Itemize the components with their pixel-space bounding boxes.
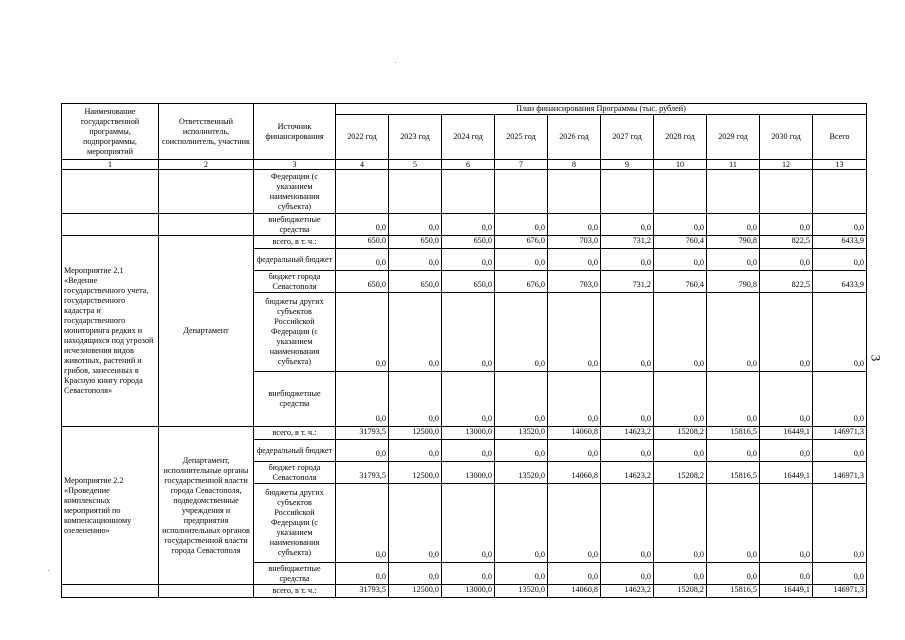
value-cell: 0,0 <box>813 293 867 372</box>
value-cell: 0,0 <box>601 249 654 271</box>
year-header: Всего <box>813 115 867 160</box>
value-cell: 790,8 <box>707 271 760 293</box>
value-cell: 15208,2 <box>654 585 707 598</box>
value-cell: 650,0 <box>336 271 389 293</box>
page-number: 3 <box>868 354 884 362</box>
value-cell: 14623,2 <box>601 462 654 484</box>
value-cell-empty <box>495 170 548 214</box>
value-cell: 146971,3 <box>813 427 867 440</box>
value-cell: 0,0 <box>813 440 867 462</box>
year-header: 2023 год <box>389 115 442 160</box>
value-cell: 146971,3 <box>813 462 867 484</box>
value-cell: 0,0 <box>548 293 601 372</box>
header-name-column: Наименование государственной программы, подпрограммы, мероприятий <box>62 104 159 160</box>
source-label: всего, в т. ч.: <box>254 427 336 440</box>
source-label: внебюджетные средства <box>254 372 336 427</box>
column-index: 4 <box>336 160 389 170</box>
scan-speck <box>48 570 49 571</box>
value-cell: 760,4 <box>654 271 707 293</box>
value-cell: 0,0 <box>760 563 813 585</box>
measure-2-1-name: Мероприятие 2.1 «Ведение государственного учета, государственного кадастра и государственного мониторинга редких и находящихся под угрозой исчезновения видов животных, растений и грибов, занесенных в Красную книгу города Севастополя» <box>62 236 159 427</box>
value-cell: 650,0 <box>336 236 389 249</box>
column-index: 6 <box>442 160 495 170</box>
value-cell: 13000,0 <box>442 427 495 440</box>
year-header: 2026 год <box>548 115 601 160</box>
value-cell: 14060,8 <box>548 427 601 440</box>
column-index: 3 <box>254 160 336 170</box>
year-header: 2030 год <box>760 115 813 160</box>
value-cell: 0,0 <box>707 563 760 585</box>
value-cell: 15208,2 <box>654 427 707 440</box>
value-cell: 15208,2 <box>654 462 707 484</box>
source-label: всего, в т. ч.: <box>254 236 336 249</box>
column-index: 8 <box>548 160 601 170</box>
value-cell-empty <box>389 170 442 214</box>
column-index: 11 <box>707 160 760 170</box>
value-cell: 650,0 <box>389 236 442 249</box>
value-cell: 0,0 <box>760 372 813 427</box>
measure-2-2-name: Мероприятие 2.2 «Проведение комплексных мероприятий по компенсационному озеленению» <box>62 427 159 585</box>
year-header: 2024 год <box>442 115 495 160</box>
source-label: федеральный бюджет <box>254 249 336 271</box>
header-executor-column: Ответственный исполнитель, соисполнитель, участник <box>159 104 254 160</box>
value-cell: 12500,0 <box>389 585 442 598</box>
value-cell: 822,5 <box>760 236 813 249</box>
scan-speck <box>395 62 396 63</box>
value-cell-empty <box>707 170 760 214</box>
value-cell: 760,4 <box>654 236 707 249</box>
value-cell: 0,0 <box>654 440 707 462</box>
value-cell: 31793,5 <box>336 462 389 484</box>
measure-2-1-executor: Департамент <box>159 236 254 427</box>
value-cell: 14623,2 <box>601 427 654 440</box>
source-label: Федерации (с указанием наименования субъекта) <box>254 170 336 214</box>
value-cell: 703,0 <box>548 271 601 293</box>
column-index: 2 <box>159 160 254 170</box>
value-cell: 0,0 <box>442 484 495 563</box>
value-cell: 13520,0 <box>495 585 548 598</box>
value-cell: 0,0 <box>548 214 601 236</box>
cont-name-cell <box>62 170 159 214</box>
value-cell: 0,0 <box>601 440 654 462</box>
value-cell: 0,0 <box>548 372 601 427</box>
value-cell: 6433,9 <box>813 271 867 293</box>
value-cell: 146971,3 <box>813 585 867 598</box>
cont-exec-cell <box>159 170 254 214</box>
value-cell: 0,0 <box>495 440 548 462</box>
value-cell: 16449,1 <box>760 462 813 484</box>
value-cell: 16449,1 <box>760 427 813 440</box>
value-cell: 13000,0 <box>442 585 495 598</box>
value-cell: 0,0 <box>389 563 442 585</box>
value-cell-empty <box>442 170 495 214</box>
value-cell: 0,0 <box>336 293 389 372</box>
value-cell: 0,0 <box>813 249 867 271</box>
value-cell: 0,0 <box>336 563 389 585</box>
value-cell: 0,0 <box>389 249 442 271</box>
value-cell: 0,0 <box>760 440 813 462</box>
value-cell: 0,0 <box>495 372 548 427</box>
source-label: бюджет города Севастополя <box>254 462 336 484</box>
column-index: 13 <box>813 160 867 170</box>
value-cell: 0,0 <box>336 440 389 462</box>
value-cell: 0,0 <box>389 440 442 462</box>
source-label: бюджет города Севастополя <box>254 271 336 293</box>
value-cell: 0,0 <box>760 214 813 236</box>
cont-name-cell <box>62 214 159 236</box>
value-cell-empty <box>813 170 867 214</box>
value-cell-empty <box>336 170 389 214</box>
value-cell: 0,0 <box>442 372 495 427</box>
value-cell: 0,0 <box>654 249 707 271</box>
value-cell: 731,2 <box>601 271 654 293</box>
value-cell: 0,0 <box>389 484 442 563</box>
value-cell: 0,0 <box>654 372 707 427</box>
value-cell: 0,0 <box>336 484 389 563</box>
source-label: бюджеты других субъектов Российской Федерации (с указанием наименования субъекта) <box>254 484 336 563</box>
value-cell: 14060,8 <box>548 462 601 484</box>
column-index: 7 <box>495 160 548 170</box>
value-cell: 31793,5 <box>336 427 389 440</box>
column-index: 1 <box>62 160 159 170</box>
value-cell: 0,0 <box>442 249 495 271</box>
value-cell: 0,0 <box>495 563 548 585</box>
value-cell: 731,2 <box>601 236 654 249</box>
value-cell: 650,0 <box>442 271 495 293</box>
value-cell: 650,0 <box>442 236 495 249</box>
value-cell-empty <box>548 170 601 214</box>
value-cell: 0,0 <box>336 249 389 271</box>
value-cell-empty <box>760 170 813 214</box>
source-label: всего, в т. ч.: <box>254 585 336 598</box>
financing-table <box>61 103 867 598</box>
value-cell: 15816,5 <box>707 585 760 598</box>
year-header: 2025 год <box>495 115 548 160</box>
value-cell: 822,5 <box>760 271 813 293</box>
value-cell: 0,0 <box>495 214 548 236</box>
measure-2-2-executor: Департамент, исполнительные органы государственной власти города Севастополя, подведомственные учреждения и предприятия исполнительных органов государственной власти города Севастополя <box>159 427 254 585</box>
value-cell: 0,0 <box>601 484 654 563</box>
value-cell: 0,0 <box>548 484 601 563</box>
value-cell: 0,0 <box>495 249 548 271</box>
value-cell: 0,0 <box>654 293 707 372</box>
column-index: 10 <box>654 160 707 170</box>
column-index: 12 <box>760 160 813 170</box>
value-cell: 14623,2 <box>601 585 654 598</box>
value-cell: 676,0 <box>495 271 548 293</box>
value-cell: 0,0 <box>336 214 389 236</box>
source-label: внебюджетные средства <box>254 214 336 236</box>
value-cell: 0,0 <box>601 563 654 585</box>
year-header: 2027 год <box>601 115 654 160</box>
value-cell: 0,0 <box>654 484 707 563</box>
value-cell: 0,0 <box>760 484 813 563</box>
value-cell: 14060,8 <box>548 585 601 598</box>
value-cell: 0,0 <box>548 249 601 271</box>
value-cell: 0,0 <box>336 372 389 427</box>
value-cell: 0,0 <box>442 293 495 372</box>
value-cell: 0,0 <box>813 484 867 563</box>
year-header: 2028 год <box>654 115 707 160</box>
value-cell: 0,0 <box>707 484 760 563</box>
source-label: бюджеты других субъектов Российской Федерации (с указанием наименования субъекта) <box>254 293 336 372</box>
value-cell: 15816,5 <box>707 462 760 484</box>
value-cell: 13000,0 <box>442 462 495 484</box>
value-cell: 0,0 <box>654 563 707 585</box>
value-cell: 0,0 <box>601 214 654 236</box>
value-cell: 13520,0 <box>495 462 548 484</box>
value-cell: 0,0 <box>760 293 813 372</box>
value-cell: 0,0 <box>389 214 442 236</box>
value-cell: 12500,0 <box>389 427 442 440</box>
value-cell: 0,0 <box>442 563 495 585</box>
value-cell: 790,8 <box>707 236 760 249</box>
value-cell: 0,0 <box>654 214 707 236</box>
column-index: 9 <box>601 160 654 170</box>
value-cell: 650,0 <box>389 271 442 293</box>
header-plan-title: План финансирования Программы (тыс. рублей) <box>336 104 867 115</box>
value-cell: 703,0 <box>548 236 601 249</box>
year-header: 2029 год <box>707 115 760 160</box>
value-cell: 0,0 <box>495 293 548 372</box>
value-cell: 0,0 <box>389 372 442 427</box>
header-source-column: Источник финансирования <box>254 104 336 160</box>
value-cell: 676,0 <box>495 236 548 249</box>
value-cell-empty <box>601 170 654 214</box>
value-cell: 0,0 <box>707 440 760 462</box>
value-cell: 16449,1 <box>760 585 813 598</box>
value-cell: 0,0 <box>813 214 867 236</box>
value-cell: 0,0 <box>389 293 442 372</box>
value-cell: 13520,0 <box>495 427 548 440</box>
value-cell: 0,0 <box>495 484 548 563</box>
value-cell: 0,0 <box>760 249 813 271</box>
source-label: внебюджетные средства <box>254 563 336 585</box>
value-cell: 0,0 <box>601 372 654 427</box>
value-cell: 0,0 <box>442 440 495 462</box>
value-cell: 31793,5 <box>336 585 389 598</box>
cont-exec-cell <box>159 214 254 236</box>
value-cell: 0,0 <box>707 249 760 271</box>
value-cell: 0,0 <box>548 563 601 585</box>
value-cell: 0,0 <box>707 214 760 236</box>
value-cell: 0,0 <box>813 563 867 585</box>
value-cell: 0,0 <box>813 372 867 427</box>
value-cell: 0,0 <box>442 214 495 236</box>
next-name-cell <box>62 585 159 598</box>
value-cell: 0,0 <box>707 372 760 427</box>
value-cell: 0,0 <box>707 293 760 372</box>
next-exec-cell <box>159 585 254 598</box>
value-cell: 15816,5 <box>707 427 760 440</box>
value-cell: 6433,9 <box>813 236 867 249</box>
year-header: 2022 год <box>336 115 389 160</box>
value-cell: 0,0 <box>548 440 601 462</box>
value-cell-empty <box>654 170 707 214</box>
source-label: федеральный бюджет <box>254 440 336 462</box>
value-cell: 0,0 <box>601 293 654 372</box>
value-cell: 12500,0 <box>389 462 442 484</box>
column-index: 5 <box>389 160 442 170</box>
